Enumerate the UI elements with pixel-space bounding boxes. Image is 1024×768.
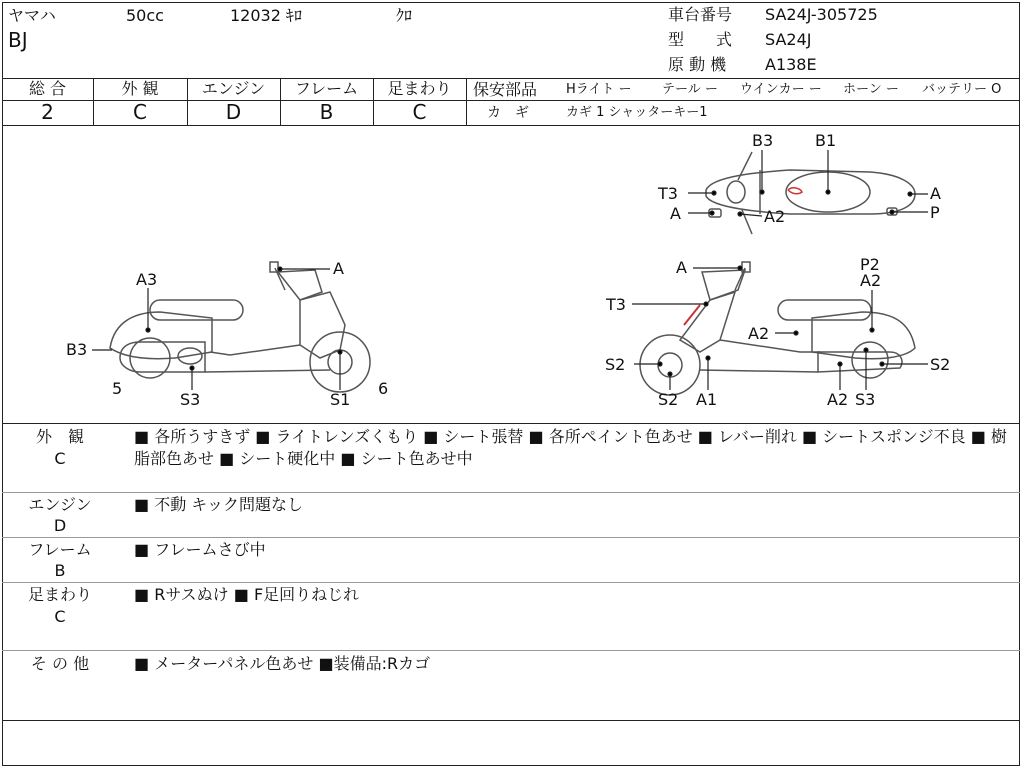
key-label: カ ギ xyxy=(487,105,529,121)
label-right-a1: A1 xyxy=(696,390,718,409)
safety-item-winker: ウインカー ー xyxy=(740,82,822,97)
label-top-t3: T3 xyxy=(658,184,678,203)
key-value: カギ 1 シャッターキー1 xyxy=(566,105,708,120)
divider xyxy=(466,78,467,125)
safety-item-battery: バッテリー O xyxy=(922,82,1002,97)
grade-overall: 2 xyxy=(41,100,54,124)
damage-mark xyxy=(684,305,700,325)
divider xyxy=(2,582,1020,583)
label-top-p: P xyxy=(930,203,940,222)
label-right-a2-bottom: A2 xyxy=(827,390,849,409)
section-title-exterior: 外 観 xyxy=(35,427,84,446)
label-right-s3: S3 xyxy=(855,390,876,409)
label-right-a: A xyxy=(676,258,687,277)
label-top-a2: A2 xyxy=(764,207,786,226)
engine-label: 原 動 機 xyxy=(668,55,727,74)
divider xyxy=(2,650,1020,651)
grade-frame: B xyxy=(319,100,334,124)
grade-header-suspension: 足まわり xyxy=(387,79,452,98)
label-top-a-left: A xyxy=(670,204,681,223)
model-name: BJ xyxy=(8,28,28,52)
divider xyxy=(2,492,1020,493)
section-grade-frame: B xyxy=(54,561,66,580)
label-left-a: A xyxy=(333,259,344,278)
color: ｸﾛ xyxy=(396,6,413,25)
section-text-other: ■ メーターパネル色あせ ■装備品:Rカゴ xyxy=(134,654,431,673)
safety-item-horn: ホーン ー xyxy=(843,82,899,97)
grade-header-exterior: 外 観 xyxy=(121,79,159,98)
safety-item-tail: テール ー xyxy=(662,82,718,97)
section-title-suspension: 足まわり xyxy=(27,585,92,604)
frame-no-label: 車台番号 xyxy=(668,5,733,24)
label-left-a3: A3 xyxy=(136,270,158,289)
maker: ヤマハ xyxy=(8,6,56,25)
divider xyxy=(2,537,1020,538)
divider xyxy=(2,720,1020,721)
damage-mark xyxy=(788,188,802,194)
frame-no: SA24J-305725 xyxy=(765,5,878,24)
section-grade-engine: D xyxy=(53,516,67,535)
safety-item-headlight: Hライト ー xyxy=(566,82,632,97)
label-left-s3: S3 xyxy=(180,390,201,409)
label-right-a2-mid: A2 xyxy=(748,324,770,343)
label-right-s2-left: S2 xyxy=(605,355,626,374)
section-title-frame: フレーム xyxy=(28,540,92,559)
grade-suspension: C xyxy=(412,100,427,124)
label-left-s1: S1 xyxy=(330,390,351,409)
divider xyxy=(467,100,1020,101)
top-view-scooter xyxy=(706,152,915,234)
displacement: 50cc xyxy=(126,6,164,25)
type-label: 型 式 xyxy=(668,30,733,49)
label-left-6: 6 xyxy=(378,379,389,398)
label-right-a2-top: A2 xyxy=(860,271,882,290)
section-grade-exterior: C xyxy=(54,449,66,468)
section-title-other: そ の 他 xyxy=(30,654,90,673)
label-right-s2-bottom: S2 xyxy=(658,390,679,409)
label-top-b3: B3 xyxy=(752,131,774,150)
engine-value: A138E xyxy=(765,55,817,74)
grade-header-frame: フレーム xyxy=(294,79,359,98)
label-top-b1: B1 xyxy=(815,131,837,150)
label-top-a-right: A xyxy=(930,184,941,203)
grade-header-overall: 総 合 xyxy=(28,79,67,98)
scooter-diagram xyxy=(0,126,1024,424)
label-left-b3: B3 xyxy=(66,340,88,359)
grade-header-engine: エンジン xyxy=(201,79,266,98)
label-right-p2: P2 xyxy=(860,255,880,274)
section-text-exterior: ■ 各所うすきず ■ ライトレンズくもり ■ シート張替 ■ 各所ペイント色あせ ■ レバー削れ ■ シートスポンジ不良 ■ 樹脂部色あせ ■ シート硬化中 ■ シート色あせ中 xyxy=(134,427,1007,468)
type-value: SA24J xyxy=(765,30,812,49)
divider xyxy=(2,423,1020,424)
section-text-engine: ■ 不動 キック問題なし xyxy=(134,495,303,514)
label-right-t3: T3 xyxy=(606,295,626,314)
grade-exterior: C xyxy=(133,100,147,124)
label-left-5: 5 xyxy=(112,379,123,398)
section-grade-suspension: C xyxy=(54,607,66,626)
section-text-frame: ■ フレームさび中 xyxy=(134,540,266,559)
section-title-engine: エンジン xyxy=(28,495,92,514)
section-text-suspension: ■ Rサスぬけ ■ F足回りねじれ xyxy=(134,585,360,604)
safety-label: 保安部品 xyxy=(473,80,538,99)
mileage: 12032 ｷﾛ xyxy=(230,6,302,25)
label-right-s2-right: S2 xyxy=(930,355,951,374)
grade-engine: D xyxy=(225,100,242,124)
